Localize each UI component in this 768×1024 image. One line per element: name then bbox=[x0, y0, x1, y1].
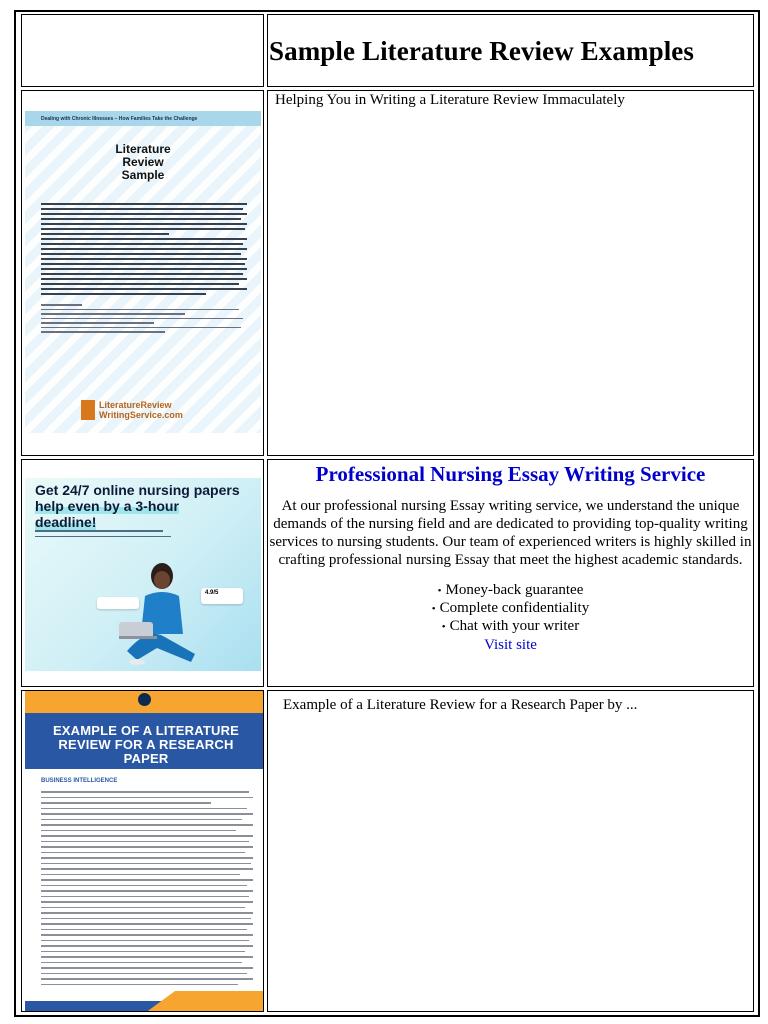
feature-list bbox=[268, 582, 753, 636]
nursing-papers-ad-image[interactable] bbox=[21, 459, 264, 687]
feature-item: • Complete confidentiality bbox=[268, 600, 753, 618]
literature-review-sample-image[interactable] bbox=[21, 90, 264, 456]
logo-line: WritingService.com bbox=[99, 410, 183, 420]
reviews-badge bbox=[97, 597, 139, 609]
cover-title-line: REVIEW FOR A RESEARCH bbox=[58, 737, 234, 752]
feature-item: • Chat with your writer bbox=[268, 618, 753, 636]
service-title[interactable]: Professional Nursing Essay Writing Service bbox=[315, 462, 706, 486]
title-cell bbox=[267, 14, 754, 87]
feature-item: • Money-back guarantee bbox=[268, 582, 753, 600]
rating-value: 4.9/5 bbox=[205, 590, 219, 596]
bulb-icon bbox=[138, 693, 151, 706]
research-caption[interactable]: Example of a Literature Review for a Research Paper by ... bbox=[283, 697, 638, 713]
page-subtitle: Helping You in Writing a Literature Review Immaculately bbox=[275, 92, 625, 108]
logo-text bbox=[99, 400, 183, 420]
cover-header-text: Dealing with Chronic Illnesses – How Families Take the Challenge bbox=[41, 116, 198, 122]
ad-headline-line: Get 24/7 online nursing papers bbox=[35, 482, 240, 498]
cover-footer bbox=[25, 986, 264, 1012]
ad-headline-line: help even by a 3-hour bbox=[35, 498, 179, 514]
cover-header bbox=[25, 111, 261, 126]
ad-headline-line: deadline! bbox=[35, 514, 97, 530]
cover-title-line: EXAMPLE OF A LITERATURE bbox=[52, 723, 240, 738]
ad-subtext bbox=[35, 530, 205, 541]
cover-title-line: Review bbox=[122, 155, 164, 169]
cover-title-line: PAPER bbox=[123, 751, 169, 766]
page-title: Sample Literature Review Examples bbox=[269, 36, 694, 66]
sample-cover bbox=[25, 111, 261, 433]
service-description: At our professional nursing Essay writing service, we understand the unique demands of the nursing field and are dedicated to providing top-quality writing services to nursing students. Our team of experienced writers is highly skilled in crafting professional nursing Essay that meet the highest academic standards. bbox=[269, 498, 752, 568]
ad-banner bbox=[25, 478, 261, 671]
cover-title-band bbox=[25, 713, 264, 769]
logo bbox=[81, 399, 183, 421]
cover-title-line: Sample bbox=[121, 168, 165, 182]
subtitle-cell bbox=[267, 90, 754, 456]
empty-cell bbox=[21, 14, 264, 87]
cover-title-line: Literature bbox=[115, 142, 171, 156]
cover-body-text bbox=[41, 791, 253, 989]
results-table bbox=[14, 10, 760, 1017]
visit-site-link[interactable]: Visit site bbox=[484, 637, 537, 653]
research-paper-example-image[interactable] bbox=[21, 690, 264, 1012]
ad-headline bbox=[35, 482, 240, 530]
service-cell bbox=[267, 459, 754, 687]
section-heading: BUSINESS INTELLIGENCE bbox=[41, 778, 118, 784]
cover-body-text bbox=[41, 203, 247, 336]
cover-title bbox=[25, 143, 261, 182]
nurse-illustration bbox=[107, 556, 207, 666]
rating-badge bbox=[201, 588, 243, 604]
research-cover bbox=[25, 691, 264, 1012]
logo-line: LiteratureReview bbox=[99, 400, 172, 410]
research-caption-cell bbox=[267, 690, 754, 1012]
book-icon bbox=[81, 400, 95, 420]
